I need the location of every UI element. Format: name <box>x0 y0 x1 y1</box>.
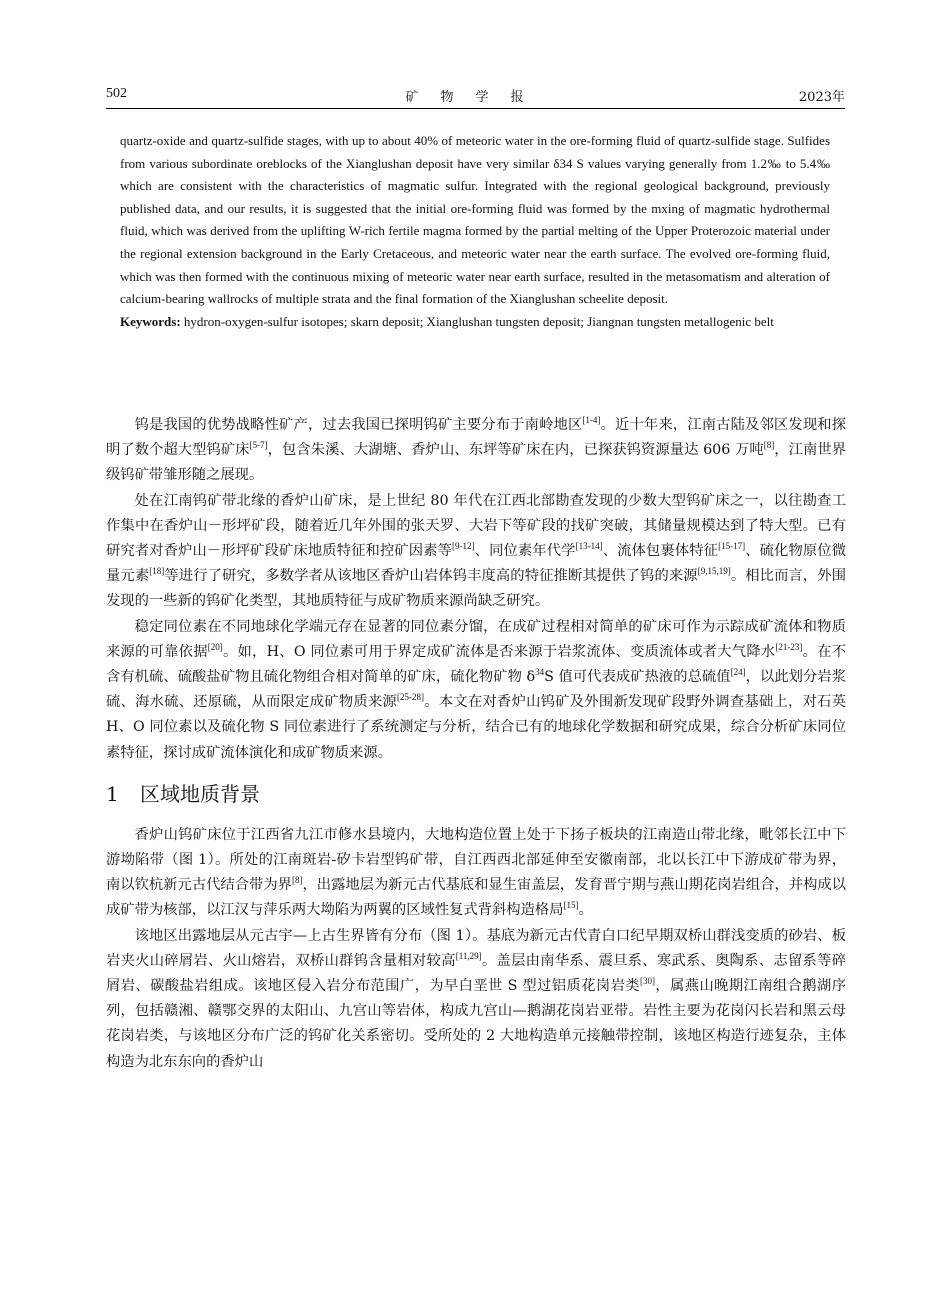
page-number: 502 <box>106 86 127 101</box>
section-number: 1 <box>106 781 119 806</box>
citation: [8] <box>291 875 303 886</box>
abstract-text: quartz-oxide and quartz-sulfide stages, with up to about 40% of meteoric water in the ore-forming fluid of quartz-sulfide stage. Sulfides from various subordinate oreblocks of the Xianglushan deposit have very similar δ34 S values varying generally from 1.2‰ to 5.4‰ which are consistent with the characteristics of magmatic sulfur. Integrated with the regional geological background, previously published data, and our results, it is suggested that the initial ore-forming fluid was formed by the mxing of magmatic hydrothermal fluid, which was derived from the uplifting W-rich fertile magma formed by the partial melting of the Upper Proterozoic material under the regional extension background in the Early Cretaceous, and meteoric water near the earth surface. The evolved ore-forming fluid, which was then formed with the continuous mixing of meteoric water near earth surface, resulted in the metasomatism and alteration of calcium-bearing wallrocks of multiple strata and the final formation of the Xianglushan scheelite deposit. <box>120 133 830 307</box>
journal-title: 矿物学报 <box>405 90 546 105</box>
citation: [15-17] <box>718 541 746 552</box>
paragraph-intro-2: 处在江南钨矿带北缘的香炉山矿床，是上世纪 80 年代在江西北部勘查发现的少数大型钨矿床之一，以往勘查工作集中在香炉山－形坪矿段，随着近几年外围的张天罗、大岩下等矿段的找矿突破，其储量规模达到了特大型。已有研究者对香炉山－形坪矿段矿床地质特征和控矿因素等[9-12]、同位素年代学[13-14]、流体包裹体特征[15-17]、硫化物原位微量元素[18]等进行了研究，多数学者从该地区香炉山岩体钨丰度高的特征推断其提供了钨的来源[9,15,19]。相比而言，外围发现的一些新的钨矿化类型，其地质特征与成矿物质来源尚缺乏研究。 <box>106 492 847 610</box>
main-text <box>106 413 846 1075</box>
citation: [8] <box>763 440 775 451</box>
citation: [5-7] <box>249 440 268 451</box>
citation: [13-14] <box>575 541 603 552</box>
paragraph-geology-1: 香炉山钨矿床位于江西省九江市修水县境内，大地构造位置上处于下扬子板块的江南造山带北缘，毗邻长江中下游坳陷带（图 1）。所处的江南斑岩-矽卡岩型钨矿带，自江西西北部延伸至安徽南部，北以长江中下游成矿带为界，南以钦杭新元古代结合带为界[8]，出露地层为新元古代基底和显生宙盖层，发育晋宁期与燕山期花岗岩组合，并构成以成矿带为核部，以江汉与萍乐两大坳陷为两翼的区域性复式背斜构造格局[15]。 <box>106 826 846 919</box>
running-header <box>106 82 845 109</box>
citation: [25-28] <box>397 692 425 703</box>
citation: [9-12] <box>452 541 475 552</box>
keywords-line <box>120 311 830 334</box>
paragraph-intro-1: 钨是我国的优势战略性矿产，过去我国已探明钨矿主要分布于南岭地区[1-4]。近十年来，江南古陆及邻区发现和探明了数个超大型钨矿床[5-7]，包含朱溪、大湖塘、香炉山、东坪等矿床在内，已探获钨资源量达 606 万吨[8]，江南世界级钨矿带雏形随之展现。 <box>106 415 847 484</box>
citation: [20] <box>207 642 223 653</box>
citation: [18] <box>149 566 165 577</box>
keywords-list: hydron-oxygen-sulfur isotopes; skarn deposit; Xianglushan tungsten deposit; Jiangnan tungsten metallogenic belt <box>183 313 774 329</box>
citation: [11,29] <box>455 951 482 962</box>
keywords-label: Keywords: <box>120 313 181 329</box>
paragraph-geology-2: 该地区出露地层从元古宇—上古生界皆有分布（图 1）。基底为新元古代青白口纪早期双桥山群浅变质的砂岩、板岩夹火山碎屑岩、火山熔岩，双桥山群钨含量相对较高[11,29]。盖层由南华系、震旦系、寒武系、奥陶系、志留系等碎屑岩、碳酸盐岩组成。该地区侵入岩分布范围广，为早白垩世 S 型过铝质花岗岩类[30]，属燕山晚期江南组合鹅湖序列，包括赣湘、赣鄂交界的太阳山、九宫山等岩体，构成九宫山—鹅湖花岗岩亚带。岩性主要为花岗闪长岩和黑云母花岗岩类，与该地区分布广泛的钨矿化关系密切。受所处的 2 大地构造单元接触带控制，该地区构造行迹复杂，主体构造为北东东向的香炉山 <box>106 927 846 1070</box>
isotope-superscript: 34 <box>535 667 545 678</box>
citation: [24] <box>730 667 746 678</box>
section-heading <box>106 777 846 811</box>
citation: [21-23] <box>775 642 803 653</box>
section-title: 区域地质背景 <box>140 781 260 806</box>
citation: [15] <box>563 900 579 911</box>
english-abstract <box>120 130 830 333</box>
citation: [30] <box>639 976 655 987</box>
paragraph-intro-3: 稳定同位素在不同地球化学端元存在显著的同位素分馏，在成矿过程相对简单的矿床可作为示踪成矿流体和物质来源的可靠依据[20]。如，H、O 同位素可用于界定成矿流体是否来源于岩浆流体、变质流体或者大气降水[21-23]。在不含有机硫、硫酸盐矿物且硫化物组合相对简单的矿床，硫化物矿物 $\delta^{34}S$ 值可代表成矿热液的总硫值[24]，以此划分岩浆硫、海水硫、还原硫，从而限定成矿物质来源[25-28]。本文在对香炉山钨矿及外围新发现矿段野外调查基础上，对石英 H、O 同位素以及硫化物 S 同位素进行了系统测定与分析，结合已有的地球化学数据和研究成果，综合分析矿床同位素特征，探讨成矿流体演化和成矿物质来源。 <box>106 618 847 761</box>
citation: [9,15,19] <box>697 566 731 577</box>
publication-year: 2023年 <box>798 90 845 105</box>
citation: [1-4] <box>582 415 601 426</box>
